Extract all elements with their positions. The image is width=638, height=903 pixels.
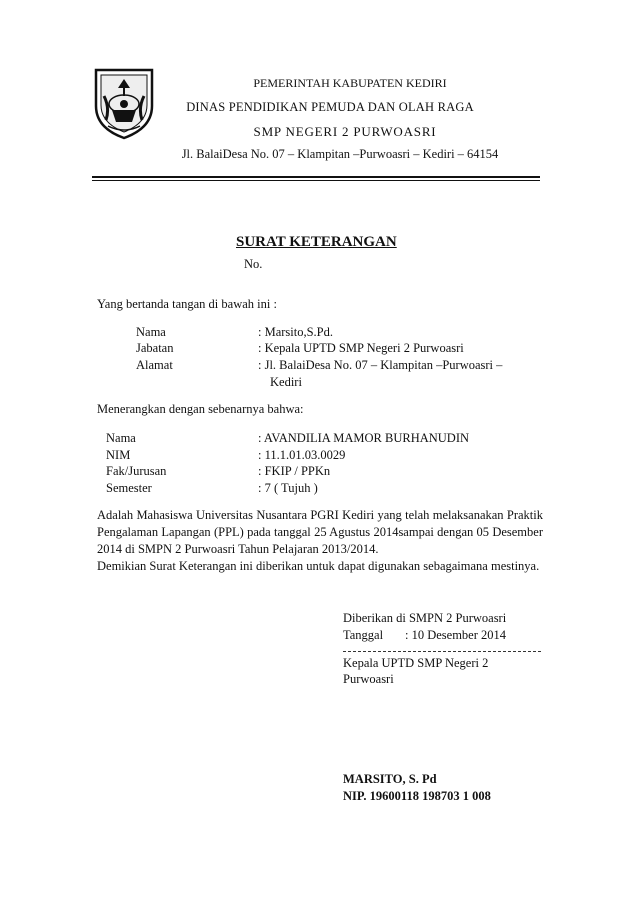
given-at-text: Diberikan di SMPN 2 Purwoasri [343, 611, 507, 625]
student-semester-value: : 7 ( Tujuh ) [258, 481, 318, 495]
signer-nip: NIP. 19600118 198703 1 008 [343, 789, 491, 803]
student-faculty-label: Fak/Jurusan [106, 464, 167, 478]
letterhead-government: PEMERINTAH KABUPATEN KEDIRI [253, 76, 447, 90]
signature-divider [343, 651, 541, 652]
student-semester-label: Semester [106, 481, 152, 495]
student-name-value: : AVANDILIA MAMOR BURHANUDIN [258, 431, 470, 445]
student-nim-label: NIM [106, 448, 131, 462]
signer-address-value: : Jl. BalaiDesa No. 07 – Klampitan –Purwoasri – [258, 358, 503, 372]
date-label: Tanggal [343, 628, 384, 642]
student-name-label: Nama [106, 431, 136, 445]
letterhead-agency: DINAS PENDIDIKAN PEMUDA DAN OLAH RAGA [186, 100, 474, 114]
letterhead-address: Jl. BalaiDesa No. 07 – Klampitan –Purwoasri – Kediri – 64154 [181, 147, 499, 161]
student-faculty-value: : FKIP / PPKn [258, 464, 331, 478]
signer-position-line2: Purwoasri [343, 672, 394, 686]
student-nim-value: : 11.1.01.03.0029 [258, 448, 346, 462]
declaration-text: Menerangkan dengan sebenarnya bahwa: [97, 402, 304, 416]
signer-position-label: Jabatan [136, 341, 174, 355]
letterhead-school: SMP NEGERI 2 PURWOASRI [253, 124, 437, 139]
document-number: No. [244, 257, 263, 271]
signer-address-label: Alamat [136, 358, 173, 372]
signer-name-value: : Marsito,S.Pd. [258, 325, 334, 339]
letterhead-rule-thin [92, 180, 540, 181]
body-paragraph: Adalah Mahasiswa Universitas Nusantara PGRI Kediri yang telah melaksanakan Praktik Pengalaman Lapangan (PPL) pada tanggal 25 Agustus 2014sampai dengan 05 Desember 2014 di SMPN 2 Purwoasri Tahun Pelajaran 2013/2014. [97, 508, 543, 556]
date-value: : 10 Desember 2014 [405, 628, 507, 642]
intro-text: Yang bertanda tangan di bawah ini : [97, 297, 277, 311]
signer-address-value-cont: Kediri [270, 375, 302, 389]
document-title: SURAT KETERANGAN [236, 234, 397, 250]
signer-full-name: MARSITO, S. Pd [343, 772, 437, 786]
signer-position-line1: Kepala UPTD SMP Negeri 2 [343, 656, 489, 670]
signer-name-label: Nama [136, 325, 166, 339]
closing-paragraph: Demikian Surat Keterangan ini diberikan untuk dapat digunakan sebagaimana mestinya. [97, 559, 540, 573]
signer-position-value: : Kepala UPTD SMP Negeri 2 Purwoasri [258, 341, 464, 355]
letterhead-rule-thick [92, 176, 540, 178]
